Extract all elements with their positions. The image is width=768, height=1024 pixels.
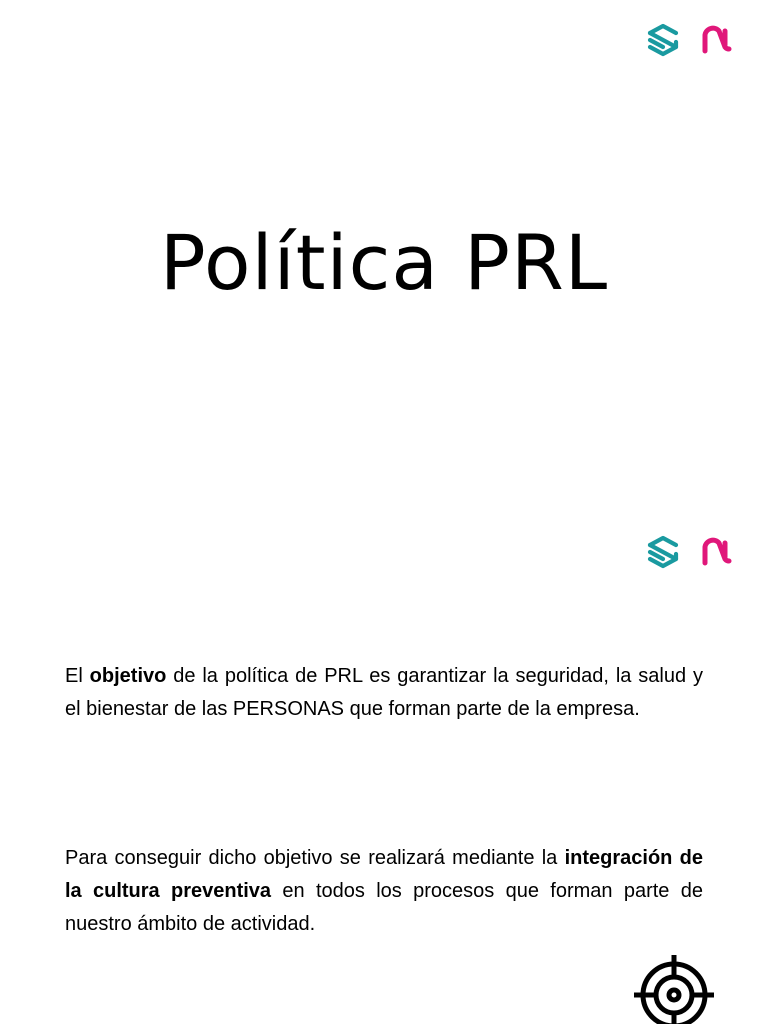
n-logo-icon — [695, 21, 735, 61]
logos — [643, 533, 735, 573]
s-logo-icon — [643, 21, 683, 61]
n-logo-icon — [695, 533, 735, 573]
paragraph-objective — [65, 660, 703, 726]
target-icon — [634, 955, 714, 1024]
paragraph-text: en todos los procesos que forman parte de nuestro ámbito de actividad. — [65, 880, 703, 935]
logos — [643, 21, 735, 61]
s-logo-icon — [643, 533, 683, 573]
paragraph-integration — [65, 842, 703, 941]
page-title: Política PRL — [159, 218, 609, 307]
bold-term: objetivo — [89, 665, 167, 687]
paragraph-text: Para conseguir dicho objetivo se realizará mediante la — [65, 847, 565, 869]
bold-term: integración de la cultura preventiva — [65, 847, 703, 902]
paragraph-text: El — [65, 665, 90, 687]
paragraph-text: de la política de PRL es garantizar la seguridad, la salud y el bienestar de las PERSONAS que forman parte de la empresa. — [65, 665, 703, 720]
slide-content — [0, 512, 768, 1024]
